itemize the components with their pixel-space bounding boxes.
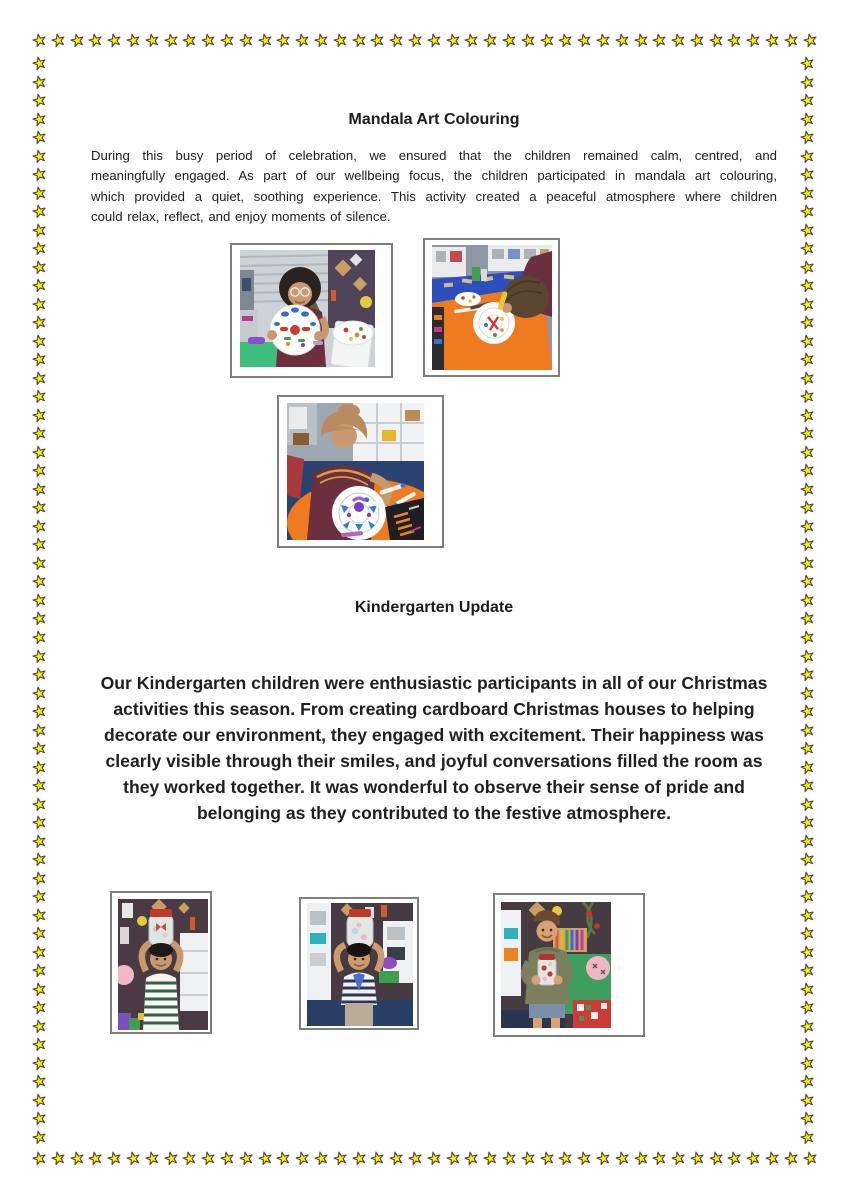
star-icon xyxy=(800,945,815,960)
kindergarten-paragraph xyxy=(91,671,777,826)
star-icon xyxy=(690,33,705,48)
photo-girl-colouring-mandala xyxy=(287,403,424,540)
star-icon xyxy=(164,1151,179,1166)
star-icon xyxy=(800,852,815,867)
star-icon xyxy=(483,33,498,48)
star-icon xyxy=(800,1000,815,1015)
star-icon xyxy=(32,760,47,775)
star-icon xyxy=(427,33,442,48)
star-icon xyxy=(800,1111,815,1126)
star-icon xyxy=(800,371,815,386)
star-icon xyxy=(800,519,815,534)
star-icon xyxy=(32,1037,47,1052)
star-icon xyxy=(800,704,815,719)
star-icon xyxy=(446,1151,461,1166)
star-icon xyxy=(800,204,815,219)
paragraph-line: meaningfully engaged. As part of our wellbeing focus, the children participated in mandala art colouring, xyxy=(91,168,777,184)
star-icon xyxy=(727,1151,742,1166)
star-icon xyxy=(32,871,47,886)
star-icon xyxy=(32,408,47,423)
star-icon xyxy=(32,1093,47,1108)
star-icon xyxy=(32,426,47,441)
star-icon xyxy=(145,1151,160,1166)
star-icon xyxy=(32,815,47,830)
star-icon xyxy=(800,537,815,552)
star-icon xyxy=(464,33,479,48)
photo-frame xyxy=(493,893,645,1037)
star-icon xyxy=(464,1151,479,1166)
star-icon xyxy=(800,297,815,312)
photo-child-colouring-orange-table xyxy=(432,245,552,370)
star-icon xyxy=(800,723,815,738)
star-icon xyxy=(502,1151,517,1166)
star-icon xyxy=(32,667,47,682)
star-icon xyxy=(352,1151,367,1166)
paragraph-line: belonging as they contributed to the festive atmosphere. xyxy=(196,802,672,823)
star-icon xyxy=(32,741,47,756)
star-icon xyxy=(32,352,47,367)
star-icon xyxy=(314,1151,329,1166)
paragraph-line: could relax, reflect, and enjoy moments of silence. xyxy=(91,208,391,224)
star-icon xyxy=(800,186,815,201)
star-icon xyxy=(800,630,815,645)
star-icon xyxy=(800,889,815,904)
star-icon xyxy=(800,389,815,404)
star-icon xyxy=(803,33,818,48)
star-icon xyxy=(502,33,517,48)
star-icon xyxy=(800,778,815,793)
star-icon xyxy=(32,1019,47,1034)
star-icon xyxy=(634,33,649,48)
star-icon xyxy=(800,908,815,923)
star-icon xyxy=(800,93,815,108)
star-icon xyxy=(32,1074,47,1089)
star-icon xyxy=(276,33,291,48)
star-icon xyxy=(32,649,47,664)
star-icon xyxy=(220,33,235,48)
star-icon xyxy=(800,686,815,701)
star-icon xyxy=(201,1151,216,1166)
star-icon xyxy=(32,556,47,571)
star-icon xyxy=(32,130,47,145)
star-icon xyxy=(800,334,815,349)
star-icon xyxy=(32,1130,47,1145)
star-icon xyxy=(389,33,404,48)
star-icon xyxy=(32,834,47,849)
star-icon xyxy=(32,574,47,589)
star-icon xyxy=(239,1151,254,1166)
paragraph-line: they worked together. It was wonderful to observe their sense of pride and xyxy=(123,776,745,797)
star-icon xyxy=(70,33,85,48)
star-icon xyxy=(746,33,761,48)
star-icon xyxy=(800,593,815,608)
paragraph-line: which provided a quiet, soothing experience. This activity created a peaceful atmosphere where children xyxy=(91,188,777,204)
star-border-top xyxy=(32,32,818,48)
star-icon xyxy=(800,1130,815,1145)
star-icon xyxy=(727,33,742,48)
star-icon xyxy=(32,723,47,738)
star-icon xyxy=(784,1151,799,1166)
star-icon xyxy=(800,56,815,71)
star-icon xyxy=(800,241,815,256)
star-icon xyxy=(32,389,47,404)
star-icon xyxy=(765,33,780,48)
photo-boy-green-hoodie-jar xyxy=(501,902,611,1028)
star-icon xyxy=(32,908,47,923)
star-icon xyxy=(800,482,815,497)
star-icon xyxy=(32,204,47,219)
star-icon xyxy=(521,33,536,48)
star-icon xyxy=(201,33,216,48)
star-icon xyxy=(32,852,47,867)
paragraph-line: activities this season. From creating cardboard Christmas houses to helping xyxy=(113,698,755,719)
star-icon xyxy=(333,33,348,48)
photo-frame xyxy=(423,238,560,377)
star-icon xyxy=(800,982,815,997)
star-icon xyxy=(800,260,815,275)
star-icon xyxy=(32,537,47,552)
star-icon xyxy=(32,167,47,182)
star-icon xyxy=(32,445,47,460)
photo-frame xyxy=(299,897,419,1030)
star-icon xyxy=(765,1151,780,1166)
star-border-right xyxy=(799,56,815,1145)
star-icon xyxy=(32,982,47,997)
star-icon xyxy=(107,1151,122,1166)
star-icon xyxy=(88,1151,103,1166)
star-icon xyxy=(800,1056,815,1071)
star-icon xyxy=(671,1151,686,1166)
star-icon xyxy=(32,889,47,904)
photo-frame xyxy=(230,243,393,378)
star-icon xyxy=(32,963,47,978)
star-icon xyxy=(800,963,815,978)
star-icon xyxy=(671,33,686,48)
star-icon xyxy=(258,33,273,48)
star-icon xyxy=(126,1151,141,1166)
star-icon xyxy=(800,130,815,145)
mandala-paragraph xyxy=(91,146,777,227)
star-icon xyxy=(51,33,66,48)
star-icon xyxy=(800,426,815,441)
star-icon xyxy=(800,1037,815,1052)
star-icon xyxy=(800,815,815,830)
star-icon xyxy=(182,1151,197,1166)
kindergarten-section-title: Kindergarten Update xyxy=(354,599,514,616)
star-icon xyxy=(32,1111,47,1126)
star-icon xyxy=(709,33,724,48)
star-icon xyxy=(800,556,815,571)
photo-frame xyxy=(110,891,212,1034)
star-icon xyxy=(32,93,47,108)
star-icon xyxy=(483,1151,498,1166)
star-icon xyxy=(577,33,592,48)
star-icon xyxy=(800,760,815,775)
star-icon xyxy=(295,33,310,48)
photo-boy-jar-on-head-1 xyxy=(118,899,208,1030)
star-icon xyxy=(596,1151,611,1166)
star-icon xyxy=(32,593,47,608)
star-icon xyxy=(32,315,47,330)
star-icon xyxy=(32,186,47,201)
star-icon xyxy=(32,33,47,48)
star-icon xyxy=(220,1151,235,1166)
star-icon xyxy=(164,33,179,48)
star-icon xyxy=(800,445,815,460)
star-icon xyxy=(70,1151,85,1166)
star-icon xyxy=(446,33,461,48)
star-icon xyxy=(800,1093,815,1108)
star-icon xyxy=(126,33,141,48)
star-icon xyxy=(558,33,573,48)
star-icon xyxy=(800,315,815,330)
photo-girl-holding-mandala xyxy=(240,250,375,367)
star-icon xyxy=(32,56,47,71)
star-icon xyxy=(408,1151,423,1166)
star-icon xyxy=(800,649,815,664)
star-icon xyxy=(652,33,667,48)
star-icon xyxy=(32,334,47,349)
star-icon xyxy=(32,611,47,626)
star-icon xyxy=(32,945,47,960)
star-icon xyxy=(32,223,47,238)
star-icon xyxy=(389,1151,404,1166)
star-icon xyxy=(32,686,47,701)
star-icon xyxy=(800,149,815,164)
star-icon xyxy=(32,704,47,719)
star-icon xyxy=(32,260,47,275)
star-icon xyxy=(427,1151,442,1166)
star-icon xyxy=(558,1151,573,1166)
star-icon xyxy=(800,75,815,90)
star-icon xyxy=(32,1151,47,1166)
star-icon xyxy=(32,1000,47,1015)
star-border-left xyxy=(31,56,47,1145)
star-icon xyxy=(32,630,47,645)
star-icon xyxy=(540,33,555,48)
star-icon xyxy=(800,112,815,127)
star-icon xyxy=(800,1019,815,1034)
star-icon xyxy=(32,149,47,164)
star-icon xyxy=(800,926,815,941)
star-icon xyxy=(32,797,47,812)
star-icon xyxy=(32,926,47,941)
star-icon xyxy=(615,1151,630,1166)
star-icon xyxy=(521,1151,536,1166)
star-icon xyxy=(32,112,47,127)
star-icon xyxy=(333,1151,348,1166)
star-icon xyxy=(88,33,103,48)
paragraph-line: clearly visible through their smiles, and joyful conversations filled the room as xyxy=(105,750,763,771)
paragraph-line: Our Kindergarten children were enthusiastic participants in all of our Christmas xyxy=(100,673,768,693)
star-icon xyxy=(32,241,47,256)
star-icon xyxy=(314,33,329,48)
star-icon xyxy=(784,33,799,48)
star-icon xyxy=(32,463,47,478)
star-icon xyxy=(800,223,815,238)
star-icon xyxy=(32,778,47,793)
star-icon xyxy=(800,667,815,682)
star-icon xyxy=(145,33,160,48)
star-icon xyxy=(800,408,815,423)
star-icon xyxy=(258,1151,273,1166)
star-icon xyxy=(596,33,611,48)
star-icon xyxy=(32,482,47,497)
star-icon xyxy=(800,500,815,515)
star-icon xyxy=(800,167,815,182)
star-icon xyxy=(107,33,122,48)
star-icon xyxy=(32,371,47,386)
star-icon xyxy=(800,1074,815,1089)
star-icon xyxy=(709,1151,724,1166)
star-icon xyxy=(634,1151,649,1166)
star-icon xyxy=(32,75,47,90)
star-icon xyxy=(690,1151,705,1166)
star-icon xyxy=(800,741,815,756)
star-icon xyxy=(51,1151,66,1166)
star-icon xyxy=(615,33,630,48)
star-icon xyxy=(408,33,423,48)
star-icon xyxy=(295,1151,310,1166)
star-icon xyxy=(577,1151,592,1166)
paragraph-line: decorate our environment, they engaged with excitement. Their happiness was xyxy=(104,724,764,745)
star-icon xyxy=(32,278,47,293)
star-icon xyxy=(32,297,47,312)
paragraph-line: During this busy period of celebration, we ensured that the children remained calm, centred, and xyxy=(91,148,777,163)
star-icon xyxy=(239,33,254,48)
star-icon xyxy=(800,797,815,812)
star-icon xyxy=(800,871,815,886)
star-icon xyxy=(182,33,197,48)
star-icon xyxy=(800,574,815,589)
star-icon xyxy=(352,33,367,48)
star-icon xyxy=(370,1151,385,1166)
photo-frame xyxy=(277,395,444,548)
star-icon xyxy=(32,500,47,515)
star-icon xyxy=(32,1056,47,1071)
star-icon xyxy=(800,834,815,849)
mandala-section-title: Mandala Art Colouring xyxy=(348,111,520,128)
star-icon xyxy=(803,1151,818,1166)
star-border-bottom xyxy=(32,1150,818,1166)
star-icon xyxy=(540,1151,555,1166)
star-icon xyxy=(800,611,815,626)
star-icon xyxy=(746,1151,761,1166)
star-icon xyxy=(800,463,815,478)
star-icon xyxy=(800,352,815,367)
star-icon xyxy=(32,519,47,534)
photo-boy-jar-on-head-2 xyxy=(307,903,413,1026)
star-icon xyxy=(800,278,815,293)
star-icon xyxy=(370,33,385,48)
star-icon xyxy=(276,1151,291,1166)
star-icon xyxy=(652,1151,667,1166)
